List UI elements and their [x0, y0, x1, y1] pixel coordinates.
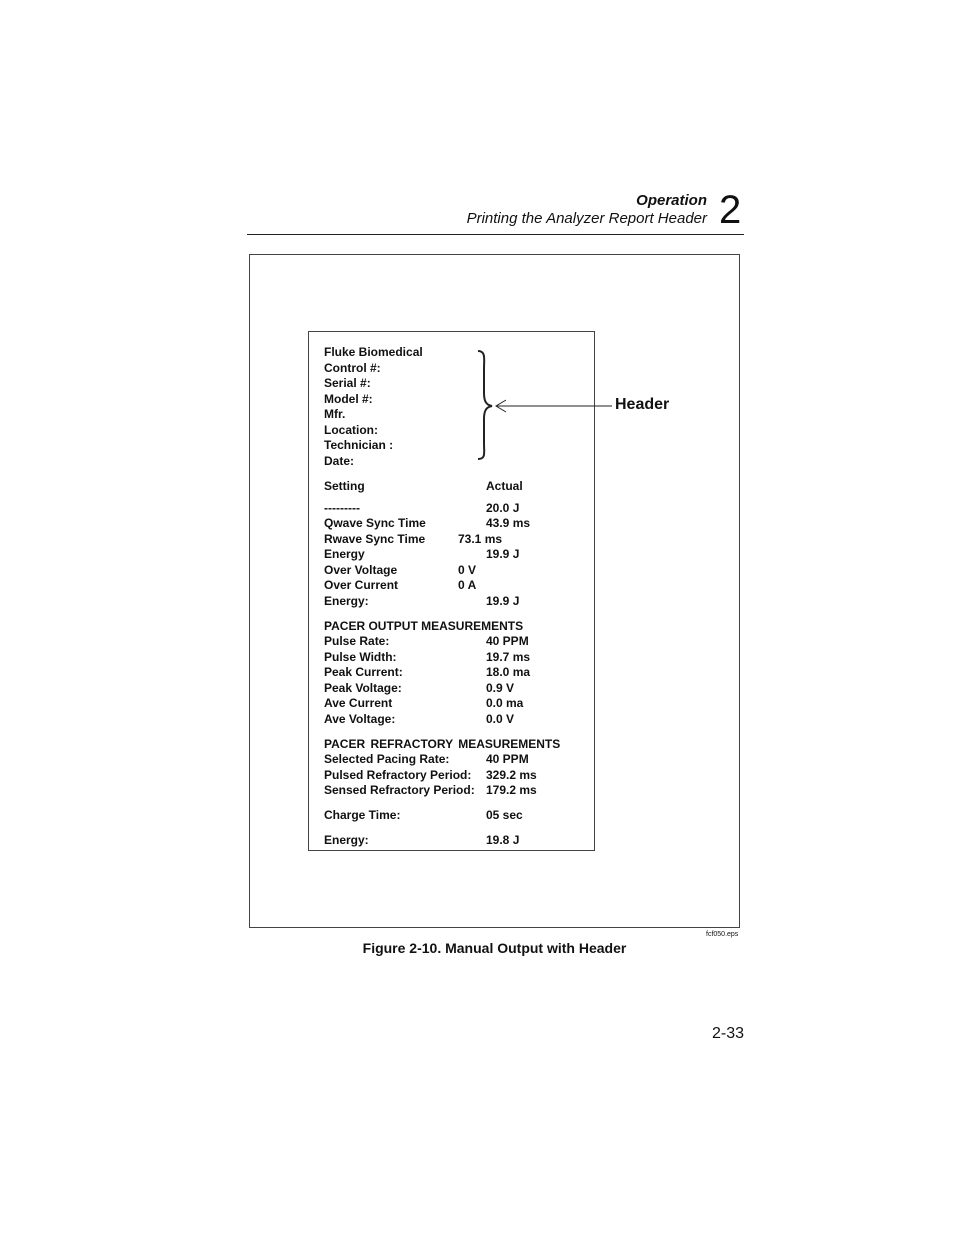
row-value: 40 PPM: [486, 634, 529, 648]
column-label-setting: Setting: [324, 479, 365, 493]
row-value: 329.2 ms: [486, 768, 537, 782]
row-value: 179.2 ms: [486, 783, 537, 797]
report-line: Model #:: [324, 392, 373, 406]
report-line: Serial #:: [324, 376, 371, 390]
page-number: 2-33: [711, 1025, 744, 1042]
row-label: Energy:: [324, 833, 369, 847]
row-label: Peak Voltage:: [324, 681, 402, 695]
report-line: Control #:: [324, 361, 381, 375]
column-label-actual: Actual: [486, 479, 523, 493]
row-value: 20.0 J: [486, 501, 520, 515]
section-title-pacer-output: PACER OUTPUT MEASUREMENTS: [324, 619, 524, 633]
report-line: Date:: [324, 454, 355, 468]
row-value: 19.7 ms: [486, 650, 531, 664]
row-value: 0.0 ma: [486, 696, 524, 710]
row-value: 40 PPM: [486, 752, 529, 766]
row-label: Pulse Rate:: [324, 634, 390, 648]
row-value: 19.8 J: [486, 833, 520, 847]
report-line: Mfr.: [324, 407, 346, 421]
row-label: Peak Current:: [324, 665, 403, 679]
file-reference: fcf050.eps: [706, 931, 739, 938]
running-header: [467, 192, 707, 228]
row-value: 18.0 ma: [486, 665, 531, 679]
chapter-number: 2: [719, 188, 742, 232]
section-title: Operation: [636, 192, 707, 209]
row-label: Energy: [324, 547, 365, 561]
row-label: Charge Time:: [324, 808, 401, 822]
row-label: Rwave Sync Time: [324, 532, 426, 546]
row-value: 0 A: [458, 578, 477, 592]
report-line: Fluke Biomedical: [324, 345, 423, 359]
row-label: Energy:: [324, 594, 369, 608]
row-label: Pulsed Refractory Period:: [324, 768, 472, 782]
report-line: Technician :: [324, 438, 394, 452]
report-line: Location:: [324, 423, 378, 437]
row-value: 0 V: [458, 563, 477, 577]
row-label: ---------: [324, 501, 360, 515]
row-label: Over Voltage: [324, 563, 398, 577]
section-title-pacer-refractory: PACER REFRACTORY MEASUREMENTS: [324, 737, 561, 751]
row-value: 0.9 V: [486, 681, 515, 695]
callout-label: Header: [615, 396, 670, 413]
row-label: Ave Voltage:: [324, 712, 396, 726]
row-value: 19.9 J: [486, 547, 520, 561]
row-value: 19.9 J: [486, 594, 520, 608]
row-label: Selected Pacing Rate:: [324, 752, 450, 766]
row-label: Sensed Refractory Period:: [324, 783, 475, 797]
row-value: 73.1 ms: [458, 532, 503, 546]
row-value: 43.9 ms: [486, 516, 531, 530]
row-label: Pulse Width:: [324, 650, 397, 664]
header-rule: [247, 234, 744, 235]
figure-caption: Figure 2-10. Manual Output with Header: [362, 940, 627, 956]
subsection-title: Printing the Analyzer Report Header: [466, 210, 707, 227]
row-label: Qwave Sync Time: [324, 516, 426, 530]
row-label: Over Current: [324, 578, 399, 592]
row-value: 05 sec: [486, 808, 523, 822]
row-value: 0.0 V: [486, 712, 515, 726]
brace-arrow-icon: [470, 345, 620, 465]
row-label: Ave Current: [324, 696, 393, 710]
